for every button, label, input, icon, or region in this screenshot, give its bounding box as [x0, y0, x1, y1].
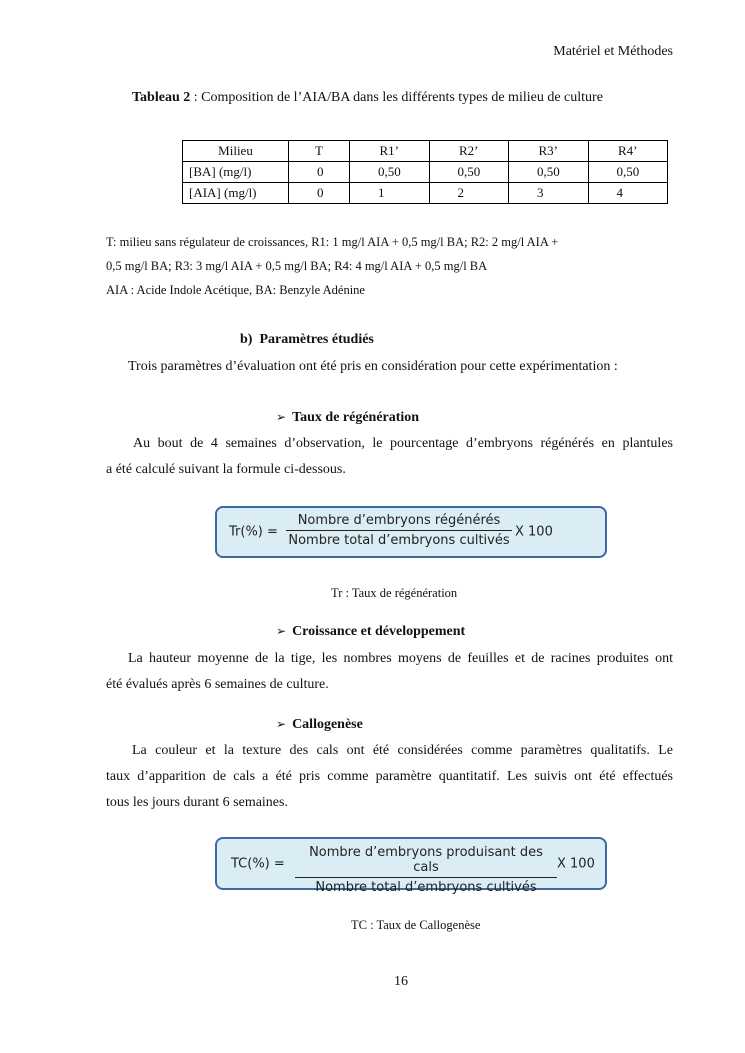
regeneration-para-line-1: Au bout de 4 semaines d’observation, le pourcentage d’embryons régénérés en plantules	[133, 436, 673, 451]
table-caption-text: : Composition de l’AIA/BA dans les différents types de milieu de culture	[190, 90, 603, 105]
table-cell: 2	[429, 183, 509, 204]
table-cell: 0,50	[429, 162, 509, 183]
growth-para-line-2: été évalués après 6 semaines de culture.	[106, 677, 329, 692]
table-header-row	[183, 141, 668, 162]
regeneration-formula-caption: Tr : Taux de régénération	[331, 586, 458, 600]
section-b-heading	[240, 332, 374, 348]
formula-denominator: Nombre total d’embryons cultivés	[295, 877, 557, 895]
section-b-title: Paramètres étudiés	[259, 332, 374, 347]
formula-rhs: X 100	[515, 524, 553, 540]
table-header-cell: Milieu	[183, 141, 289, 162]
table-cell: [AIA] (mg/l)	[183, 183, 289, 204]
table-cell: 3	[509, 183, 589, 204]
growth-title: Croissance et développement	[292, 624, 466, 639]
table-caption-label: Tableau 2	[132, 90, 191, 105]
formula-rhs: X 100	[557, 856, 595, 871]
table-caption	[132, 90, 603, 106]
formula-fraction	[295, 845, 557, 895]
table-header-cell: R1’	[350, 141, 430, 162]
table-cell: 4	[588, 183, 668, 204]
formula-lhs: Tr(%) =	[229, 524, 278, 540]
callogenese-para-line-2: taux d’apparition de cals a été pris comme paramètre quantitatif. Les suivis ont été effectués	[106, 769, 673, 784]
table-note-line-1: T: milieu sans régulateur de croissances, R1: 1 mg/l AIA + 0,5 mg/l BA; R2: 2 mg/l AIA +	[106, 235, 559, 249]
table-note-line-2: 0,5 mg/l BA; R3: 3 mg/l AIA + 0,5 mg/l BA; R4: 4 mg/l AIA + 0,5 mg/l BA	[106, 259, 488, 273]
callogenese-heading	[276, 717, 363, 733]
formula-numerator: Nombre d’embryons produisant des cals	[309, 845, 543, 875]
section-b-intro: Trois paramètres d’évaluation ont été pris en considération pour cette expérimentation :	[128, 359, 618, 374]
table-header-cell: R4’	[588, 141, 668, 162]
table-cell: 0	[289, 162, 350, 183]
callogenese-title: Callogenèse	[292, 717, 363, 732]
callogenese-formula	[215, 837, 607, 895]
formula-fraction	[286, 513, 512, 548]
composition-table	[182, 140, 668, 204]
growth-heading	[276, 624, 465, 640]
page-number: 16	[394, 974, 408, 989]
table-cell: 0,50	[509, 162, 589, 183]
table-header-cell: R2’	[429, 141, 509, 162]
table-cell: 0,50	[588, 162, 668, 183]
regeneration-para-line-2: a été calculé suivant la formule ci-dessous.	[106, 462, 346, 477]
regeneration-title: Taux de régénération	[292, 410, 420, 425]
arrow-bullet-icon: ➢	[276, 717, 287, 731]
arrow-bullet-icon: ➢	[276, 410, 287, 424]
callogenese-para-line-3: tous les jours durant 6 semaines.	[106, 795, 288, 810]
table-header-cell: T	[289, 141, 350, 162]
table-note-line-3: AIA : Acide Indole Acétique, BA: Benzyle Adénine	[106, 283, 365, 297]
table-cell: 1	[350, 183, 430, 204]
formula-denominator: Nombre total d’embryons cultivés	[286, 530, 512, 548]
regeneration-formula	[215, 506, 607, 558]
table-cell: 0,50	[350, 162, 430, 183]
arrow-bullet-icon: ➢	[276, 624, 287, 638]
table-cell: 0	[289, 183, 350, 204]
growth-para-line-1: La hauteur moyenne de la tige, les nombres moyens de feuilles et de racines produites ont	[128, 651, 673, 666]
section-b-marker: b)	[240, 332, 253, 347]
callogenese-formula-caption: TC : Taux de Callogenèse	[351, 918, 481, 932]
table-cell: [BA] (mg/l)	[183, 162, 289, 183]
table-row	[183, 162, 668, 183]
table-header-cell: R3’	[509, 141, 589, 162]
formula-numerator: Nombre d’embryons régénérés	[297, 513, 501, 528]
table-row	[183, 183, 668, 204]
callogenese-para-line-1: La couleur et la texture des cals ont été considérées comme paramètres qualitatifs. Le	[132, 743, 673, 758]
running-header: Matériel et Méthodes	[553, 44, 673, 59]
formula-lhs: TC(%) =	[231, 856, 285, 871]
regeneration-heading	[276, 410, 419, 426]
